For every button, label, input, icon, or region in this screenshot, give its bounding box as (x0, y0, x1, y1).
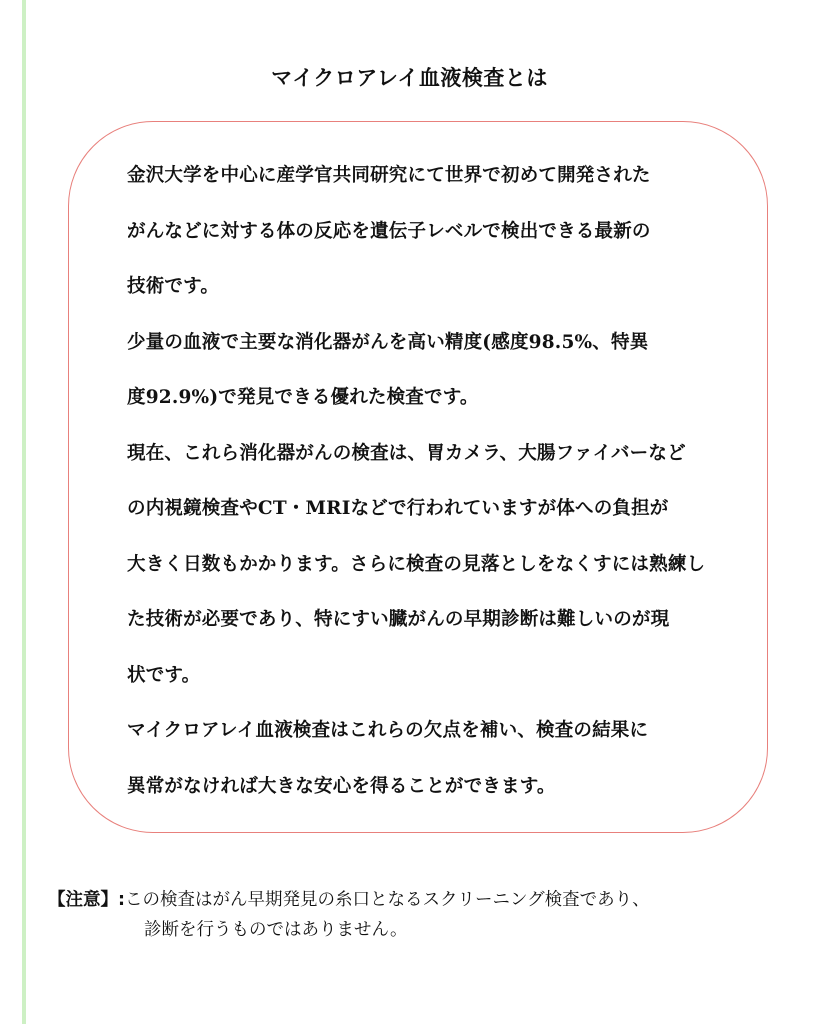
page-title: マイクロアレイ血液検査とは (271, 66, 548, 90)
description-line: 大きく日数もかかります。さらに検査の見落としをなくすには熟練し (127, 553, 706, 575)
left-border-line (22, 0, 26, 1024)
description-line: 技術です。 (127, 276, 220, 297)
description-line: 少量の血液で主要な消化器がんを高い精度(感度98.5%、特異 (127, 331, 649, 353)
notice-line-2: 診断を行うものではありません。 (144, 920, 408, 940)
notice-line-1 (48, 885, 650, 915)
description-line: の内視鏡検査やCT・MRIなどで行われていますが体への負担が (127, 498, 669, 519)
notice-section (48, 885, 650, 945)
notice-label: 【注意】: (48, 890, 125, 910)
description-line: 金沢大学を中心に産学官共同研究にて世界で初めて開発された (127, 165, 651, 186)
notice-text: この検査はがん早期発見の糸口となるスクリーニング検査であり、 (125, 890, 650, 910)
description-box (68, 121, 768, 833)
description-line: 異常がなければ大きな安心を得ることができます。 (127, 775, 556, 797)
description-line: 現在、これら消化器がんの検査は、胃カメラ、大腸ファイバーなど (127, 442, 686, 464)
description-line: 度92.9%)で発見できる優れた検査です。 (127, 387, 479, 408)
description-line: 状です。 (127, 664, 201, 686)
description-line: がんなどに対する体の反応を遺伝子レベルで検出できる最新の (127, 220, 651, 242)
description-line: マイクロアレイ血液検査はこれらの欠点を補い、検査の結果に (127, 720, 649, 741)
description-line: た技術が必要であり、特にすい臓がんの早期診断は難しいのが現 (127, 609, 670, 630)
